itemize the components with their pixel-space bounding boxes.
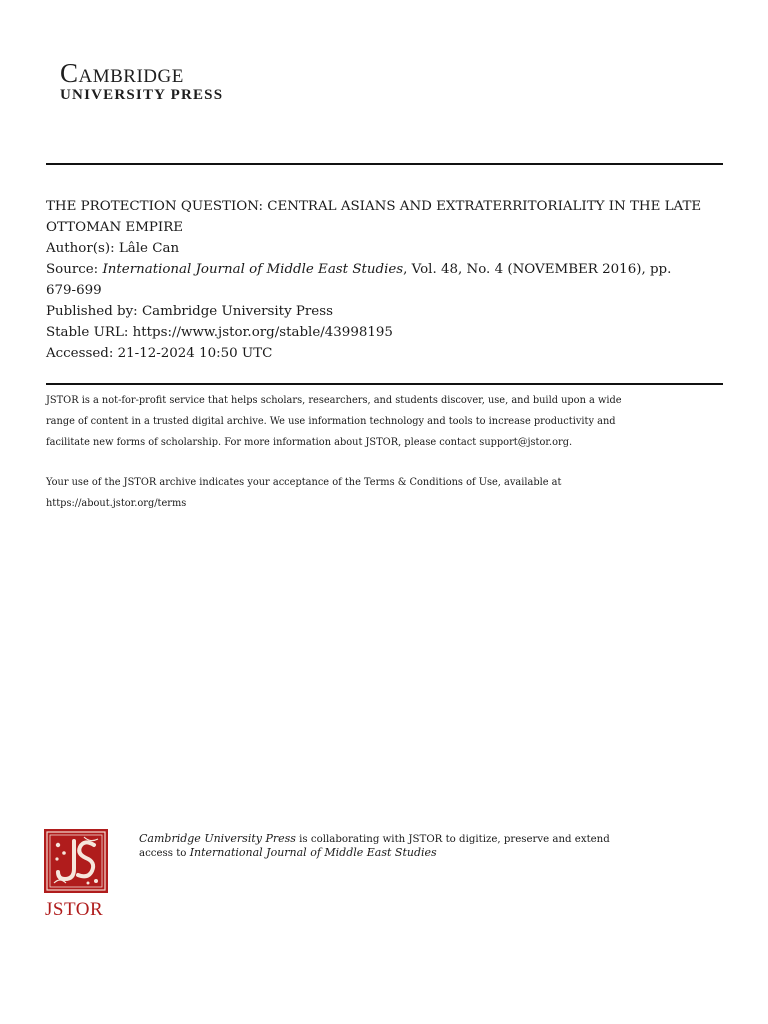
journal-title: International Journal of Middle East Studies [102,262,404,277]
stable-url-line [46,322,726,343]
accessed-label: Accessed: [46,346,114,361]
notice-line: JSTOR is a not-for-profit service that helps scholars, researchers, and students discover, use, and build upon a wide [46,395,622,406]
accessed-date: 21-12-2024 10:50 UTC [117,346,273,361]
terms-paragraph [46,472,726,514]
jstor-wordmark: JSTOR [45,899,104,920]
collaboration-statement [139,832,610,860]
logo-subline: UNIVERSITY PRESS [60,87,224,103]
terms-line: Your use of the JSTOR archive indicates your acceptance of the Terms & Conditions of Use, available at [46,477,562,488]
author-name: Lâle Can [118,241,180,256]
author-label: Author(s): [46,241,115,256]
jstor-notice-paragraph [46,390,726,453]
article-metadata [46,196,726,364]
stable-url-label: Stable URL: [46,325,129,340]
collab-text: is collaborating with JSTOR to digitize, preserve and extend [295,834,610,845]
collab-line2 [139,846,610,860]
article-title-line1: THE PROTECTION QUESTION: CENTRAL ASIANS AND EXTRATERRITORIALITY IN THE LATE [46,199,702,214]
publisher-name: Cambridge University Press [141,304,333,319]
source-line [46,259,726,280]
middle-divider [46,383,723,385]
stable-url-link[interactable]: https://www.jstor.org/stable/43998195 [132,325,393,340]
jstor-logo [44,829,108,921]
accessed-line [46,343,726,364]
terms-url-link[interactable]: https://about.jstor.org/terms [46,498,187,509]
source-details: , Vol. 48, No. 4 (NOVEMBER 2016), pp. [403,262,672,277]
notice-line: range of content in a trusted digital archive. We use information technology and tools to increase productivity and [46,416,616,427]
logo-wordmark: Cambridge [60,58,184,88]
collab-access: access to [139,848,190,859]
collab-journal: International Journal of Middle East Studies [189,846,437,859]
published-line [46,301,726,322]
notice-line: facilitate new forms of scholarship. For more information about JSTOR, please contact support@jstor.org. [46,437,573,448]
collab-line1 [139,832,610,846]
source-pages: 679-699 [46,283,102,298]
source-label: Source: [46,262,99,277]
jstor-emblem-icon [44,829,108,893]
cambridge-logo [60,58,260,102]
top-divider [46,163,723,165]
article-title-line2: OTTOMAN EMPIRE [46,220,184,235]
collab-publisher: Cambridge University Press [139,832,296,845]
published-label: Published by: [46,304,138,319]
author-line [46,238,726,259]
